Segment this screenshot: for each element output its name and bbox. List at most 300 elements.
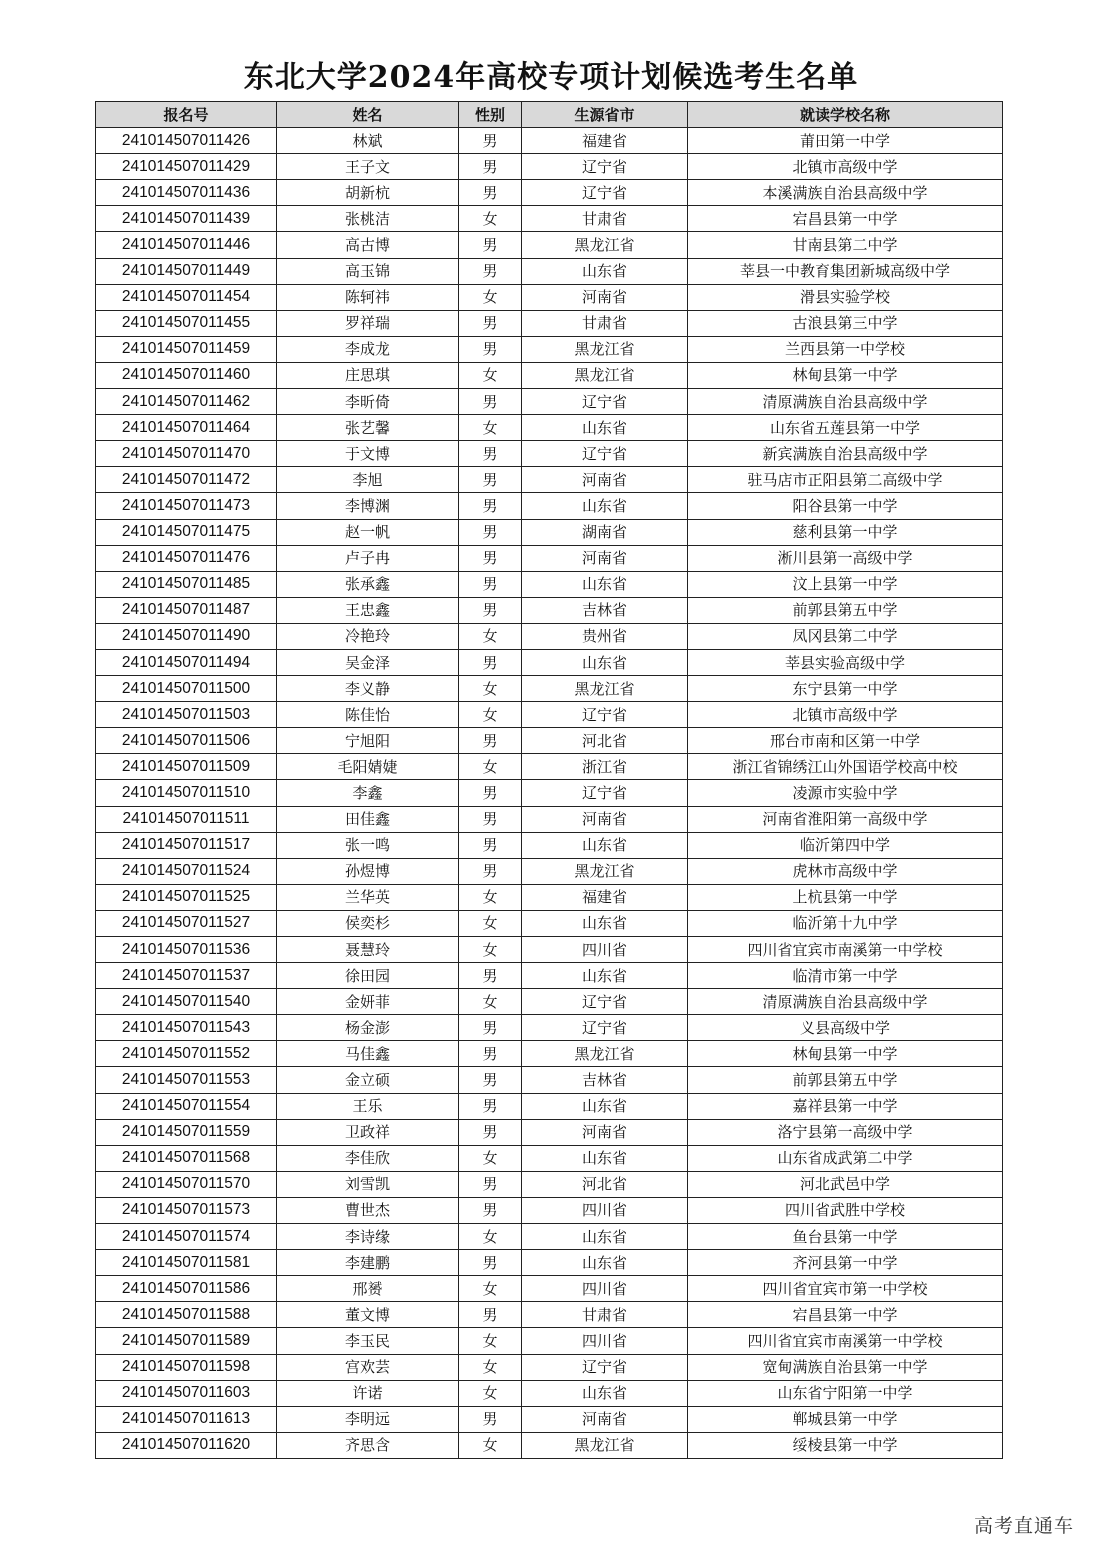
province-cell: 山东省 <box>522 1093 688 1119</box>
school-name-cell: 四川省武胜中学校 <box>688 1197 1003 1223</box>
province-cell: 辽宁省 <box>522 1354 688 1380</box>
registration-number-cell: 241014507011470 <box>96 441 277 467</box>
registration-number-cell: 241014507011553 <box>96 1067 277 1093</box>
school-name-cell: 前郭县第五中学 <box>688 1067 1003 1093</box>
student-name-cell: 吴金泽 <box>277 649 459 675</box>
province-cell: 辽宁省 <box>522 702 688 728</box>
province-cell: 吉林省 <box>522 1067 688 1093</box>
province-cell: 河北省 <box>522 728 688 754</box>
gender-cell: 女 <box>459 415 522 441</box>
school-name-cell: 宽甸满族自治县第一中学 <box>688 1354 1003 1380</box>
registration-number-cell: 241014507011494 <box>96 649 277 675</box>
student-name-cell: 曹世杰 <box>277 1197 459 1223</box>
registration-number-cell: 241014507011620 <box>96 1432 277 1458</box>
registration-number-cell: 241014507011500 <box>96 676 277 702</box>
student-name-cell: 金妍菲 <box>277 989 459 1015</box>
registration-number-cell: 241014507011506 <box>96 728 277 754</box>
school-name-cell: 鱼台县第一中学 <box>688 1224 1003 1250</box>
table-row <box>96 676 1003 702</box>
table-row <box>96 519 1003 545</box>
gender-cell: 男 <box>459 467 522 493</box>
table-row <box>96 780 1003 806</box>
table-row <box>96 702 1003 728</box>
gender-cell: 男 <box>459 1067 522 1093</box>
school-name-cell: 林甸县第一中学 <box>688 362 1003 388</box>
gender-cell: 男 <box>459 806 522 832</box>
school-name-cell: 山东省成武第二中学 <box>688 1145 1003 1171</box>
gender-cell: 女 <box>459 910 522 936</box>
school-name-cell: 洛宁县第一高级中学 <box>688 1119 1003 1145</box>
gender-cell: 男 <box>459 154 522 180</box>
gender-cell: 男 <box>459 493 522 519</box>
province-cell: 辽宁省 <box>522 180 688 206</box>
province-cell: 黑龙江省 <box>522 1041 688 1067</box>
student-name-cell: 齐思含 <box>277 1432 459 1458</box>
province-cell: 河北省 <box>522 1171 688 1197</box>
school-name-cell: 临沂第四中学 <box>688 832 1003 858</box>
registration-number-cell: 241014507011473 <box>96 493 277 519</box>
registration-number-cell: 241014507011559 <box>96 1119 277 1145</box>
registration-number-cell: 241014507011464 <box>96 415 277 441</box>
registration-number-cell: 241014507011454 <box>96 284 277 310</box>
province-cell: 黑龙江省 <box>522 1432 688 1458</box>
student-name-cell: 董文博 <box>277 1302 459 1328</box>
student-name-cell: 高古博 <box>277 232 459 258</box>
school-name-cell: 莘县一中教育集团新城高级中学 <box>688 258 1003 284</box>
student-name-cell: 陈轲祎 <box>277 284 459 310</box>
student-name-cell: 赵一帆 <box>277 519 459 545</box>
registration-number-cell: 241014507011581 <box>96 1250 277 1276</box>
registration-number-cell: 241014507011462 <box>96 389 277 415</box>
province-cell: 山东省 <box>522 1145 688 1171</box>
registration-number-cell: 241014507011429 <box>96 154 277 180</box>
registration-number-cell: 241014507011485 <box>96 571 277 597</box>
table-row <box>96 623 1003 649</box>
school-name-cell: 齐河县第一中学 <box>688 1250 1003 1276</box>
school-name-cell: 莘县实验高级中学 <box>688 649 1003 675</box>
school-name-cell: 凌源市实验中学 <box>688 780 1003 806</box>
student-name-cell: 刘雪凯 <box>277 1171 459 1197</box>
table-row <box>96 1432 1003 1458</box>
student-name-cell: 李义静 <box>277 676 459 702</box>
student-name-cell: 田佳鑫 <box>277 806 459 832</box>
student-name-cell: 陈佳怡 <box>277 702 459 728</box>
registration-number-cell: 241014507011517 <box>96 832 277 858</box>
province-cell: 辽宁省 <box>522 989 688 1015</box>
school-name-cell: 兰西县第一中学校 <box>688 336 1003 362</box>
gender-cell: 女 <box>459 284 522 310</box>
registration-number-cell: 241014507011570 <box>96 1171 277 1197</box>
province-cell: 山东省 <box>522 832 688 858</box>
table-row <box>96 1041 1003 1067</box>
table-row <box>96 728 1003 754</box>
registration-number-cell: 241014507011573 <box>96 1197 277 1223</box>
province-cell: 甘肃省 <box>522 206 688 232</box>
gender-cell: 男 <box>459 649 522 675</box>
school-name-cell: 莆田第一中学 <box>688 128 1003 154</box>
table-row <box>96 963 1003 989</box>
school-name-cell: 河南省淮阳第一高级中学 <box>688 806 1003 832</box>
table-row <box>96 571 1003 597</box>
registration-number-cell: 241014507011510 <box>96 780 277 806</box>
province-cell: 河南省 <box>522 545 688 571</box>
gender-cell: 男 <box>459 1406 522 1432</box>
school-name-cell: 宕昌县第一中学 <box>688 1302 1003 1328</box>
student-name-cell: 于文博 <box>277 441 459 467</box>
school-name-cell: 甘南县第二中学 <box>688 232 1003 258</box>
gender-cell: 男 <box>459 1041 522 1067</box>
gender-cell: 女 <box>459 937 522 963</box>
student-name-cell: 冷艳玲 <box>277 623 459 649</box>
table-row <box>96 336 1003 362</box>
school-name-cell: 阳谷县第一中学 <box>688 493 1003 519</box>
gender-cell: 男 <box>459 1250 522 1276</box>
table-row <box>96 1354 1003 1380</box>
gender-cell: 女 <box>459 884 522 910</box>
table-row <box>96 545 1003 571</box>
student-name-cell: 李成龙 <box>277 336 459 362</box>
student-name-cell: 邢赟 <box>277 1276 459 1302</box>
school-name-cell: 前郭县第五中学 <box>688 597 1003 623</box>
student-name-cell: 卢子冉 <box>277 545 459 571</box>
student-name-cell: 许诺 <box>277 1380 459 1406</box>
student-name-cell: 李明远 <box>277 1406 459 1432</box>
gender-cell: 男 <box>459 1197 522 1223</box>
student-name-cell: 李诗缘 <box>277 1224 459 1250</box>
school-name-cell: 清原满族自治县高级中学 <box>688 389 1003 415</box>
table-row <box>96 649 1003 675</box>
column-header-province: 生源省市 <box>522 102 688 128</box>
gender-cell: 男 <box>459 232 522 258</box>
student-name-cell: 李博渊 <box>277 493 459 519</box>
province-cell: 福建省 <box>522 128 688 154</box>
registration-number-cell: 241014507011603 <box>96 1380 277 1406</box>
gender-cell: 男 <box>459 128 522 154</box>
table-row <box>96 754 1003 780</box>
gender-cell: 女 <box>459 676 522 702</box>
school-name-cell: 北镇市高级中学 <box>688 154 1003 180</box>
gender-cell: 男 <box>459 780 522 806</box>
table-row <box>96 1302 1003 1328</box>
student-name-cell: 孙煜博 <box>277 858 459 884</box>
table-row <box>96 467 1003 493</box>
gender-cell: 男 <box>459 336 522 362</box>
province-cell: 甘肃省 <box>522 310 688 336</box>
table-row <box>96 1328 1003 1354</box>
table-row <box>96 937 1003 963</box>
province-cell: 四川省 <box>522 1328 688 1354</box>
table-row <box>96 232 1003 258</box>
registration-number-cell: 241014507011527 <box>96 910 277 936</box>
province-cell: 河南省 <box>522 467 688 493</box>
student-name-cell: 李建鹏 <box>277 1250 459 1276</box>
table-row <box>96 1380 1003 1406</box>
table-row <box>96 1171 1003 1197</box>
province-cell: 河南省 <box>522 1406 688 1432</box>
gender-cell: 女 <box>459 1276 522 1302</box>
registration-number-cell: 241014507011588 <box>96 1302 277 1328</box>
table-row <box>96 441 1003 467</box>
province-cell: 山东省 <box>522 963 688 989</box>
school-name-cell: 古浪县第三中学 <box>688 310 1003 336</box>
gender-cell: 男 <box>459 1302 522 1328</box>
student-name-cell: 王乐 <box>277 1093 459 1119</box>
table-row <box>96 597 1003 623</box>
student-name-cell: 李鑫 <box>277 780 459 806</box>
school-name-cell: 邢台市南和区第一中学 <box>688 728 1003 754</box>
registration-number-cell: 241014507011503 <box>96 702 277 728</box>
gender-cell: 男 <box>459 389 522 415</box>
registration-number-cell: 241014507011574 <box>96 1224 277 1250</box>
province-cell: 福建省 <box>522 884 688 910</box>
table-row <box>96 493 1003 519</box>
gender-cell: 男 <box>459 519 522 545</box>
registration-number-cell: 241014507011568 <box>96 1145 277 1171</box>
column-header-name: 姓名 <box>277 102 459 128</box>
province-cell: 辽宁省 <box>522 389 688 415</box>
header-row <box>96 102 1003 128</box>
school-name-cell: 四川省宜宾市第一中学校 <box>688 1276 1003 1302</box>
registration-number-cell: 241014507011589 <box>96 1328 277 1354</box>
gender-cell: 男 <box>459 832 522 858</box>
gender-cell: 女 <box>459 1328 522 1354</box>
registration-number-cell: 241014507011436 <box>96 180 277 206</box>
gender-cell: 男 <box>459 258 522 284</box>
province-cell: 黑龙江省 <box>522 676 688 702</box>
student-name-cell: 王子文 <box>277 154 459 180</box>
gender-cell: 男 <box>459 597 522 623</box>
registration-number-cell: 241014507011487 <box>96 597 277 623</box>
school-name-cell: 山东省五莲县第一中学 <box>688 415 1003 441</box>
school-name-cell: 新宾满族自治县高级中学 <box>688 441 1003 467</box>
gender-cell: 女 <box>459 989 522 1015</box>
school-name-cell: 嘉祥县第一中学 <box>688 1093 1003 1119</box>
school-name-cell: 汶上县第一中学 <box>688 571 1003 597</box>
student-name-cell: 宫欢芸 <box>277 1354 459 1380</box>
registration-number-cell: 241014507011509 <box>96 754 277 780</box>
province-cell: 甘肃省 <box>522 1302 688 1328</box>
registration-number-cell: 241014507011460 <box>96 362 277 388</box>
page-title: 东北大学2024年高校专项计划候选考生名单 <box>243 60 859 95</box>
table-row <box>96 1145 1003 1171</box>
gender-cell: 男 <box>459 310 522 336</box>
province-cell: 山东省 <box>522 1250 688 1276</box>
column-header-school: 就读学校名称 <box>688 102 1003 128</box>
registration-number-cell: 241014507011536 <box>96 937 277 963</box>
province-cell: 黑龙江省 <box>522 336 688 362</box>
registration-number-cell: 241014507011540 <box>96 989 277 1015</box>
school-name-cell: 山东省宁阳第一中学 <box>688 1380 1003 1406</box>
student-name-cell: 李昕倚 <box>277 389 459 415</box>
gender-cell: 女 <box>459 1380 522 1406</box>
province-cell: 辽宁省 <box>522 154 688 180</box>
student-name-cell: 林斌 <box>277 128 459 154</box>
province-cell: 山东省 <box>522 1224 688 1250</box>
registration-number-cell: 241014507011426 <box>96 128 277 154</box>
school-name-cell: 临沂第十九中学 <box>688 910 1003 936</box>
table-row <box>96 806 1003 832</box>
registration-number-cell: 241014507011476 <box>96 545 277 571</box>
gender-cell: 男 <box>459 1119 522 1145</box>
registration-number-cell: 241014507011552 <box>96 1041 277 1067</box>
table-row <box>96 310 1003 336</box>
student-name-cell: 聂慧玲 <box>277 937 459 963</box>
province-cell: 山东省 <box>522 415 688 441</box>
school-name-cell: 淅川县第一高级中学 <box>688 545 1003 571</box>
gender-cell: 男 <box>459 963 522 989</box>
table-row <box>96 206 1003 232</box>
province-cell: 山东省 <box>522 910 688 936</box>
table-header <box>96 102 1003 128</box>
school-name-cell: 郸城县第一中学 <box>688 1406 1003 1432</box>
province-cell: 山东省 <box>522 493 688 519</box>
province-cell: 四川省 <box>522 937 688 963</box>
student-name-cell: 李旭 <box>277 467 459 493</box>
gender-cell: 女 <box>459 1354 522 1380</box>
table-row <box>96 1276 1003 1302</box>
registration-number-cell: 241014507011511 <box>96 806 277 832</box>
province-cell: 浙江省 <box>522 754 688 780</box>
column-header-registration-number: 报名号 <box>96 102 277 128</box>
registration-number-cell: 241014507011449 <box>96 258 277 284</box>
student-name-cell: 张艺馨 <box>277 415 459 441</box>
student-name-cell: 王忠鑫 <box>277 597 459 623</box>
school-name-cell: 四川省宜宾市南溪第一中学校 <box>688 1328 1003 1354</box>
registration-number-cell: 241014507011525 <box>96 884 277 910</box>
student-name-cell: 卫政祥 <box>277 1119 459 1145</box>
student-name-cell: 金立硕 <box>277 1067 459 1093</box>
gender-cell: 男 <box>459 1015 522 1041</box>
school-name-cell: 本溪满族自治县高级中学 <box>688 180 1003 206</box>
student-name-cell: 李佳欣 <box>277 1145 459 1171</box>
registration-number-cell: 241014507011455 <box>96 310 277 336</box>
province-cell: 四川省 <box>522 1276 688 1302</box>
province-cell: 山东省 <box>522 649 688 675</box>
table-row <box>96 1119 1003 1145</box>
gender-cell: 男 <box>459 1093 522 1119</box>
registration-number-cell: 241014507011586 <box>96 1276 277 1302</box>
registration-number-cell: 241014507011543 <box>96 1015 277 1041</box>
table-row <box>96 1067 1003 1093</box>
school-name-cell: 上杭县第一中学 <box>688 884 1003 910</box>
school-name-cell: 四川省宜宾市南溪第一中学校 <box>688 937 1003 963</box>
student-name-cell: 侯奕杉 <box>277 910 459 936</box>
table-row <box>96 154 1003 180</box>
student-name-cell: 毛阳婧婕 <box>277 754 459 780</box>
registration-number-cell: 241014507011613 <box>96 1406 277 1432</box>
school-name-cell: 清原满族自治县高级中学 <box>688 989 1003 1015</box>
table-row <box>96 389 1003 415</box>
student-name-cell: 李玉民 <box>277 1328 459 1354</box>
province-cell: 辽宁省 <box>522 441 688 467</box>
student-name-cell: 罗祥瑞 <box>277 310 459 336</box>
column-header-gender: 性别 <box>459 102 522 128</box>
student-name-cell: 兰华英 <box>277 884 459 910</box>
student-name-cell: 胡新杭 <box>277 180 459 206</box>
school-name-cell: 凤冈县第二中学 <box>688 623 1003 649</box>
registration-number-cell: 241014507011598 <box>96 1354 277 1380</box>
school-name-cell: 义县高级中学 <box>688 1015 1003 1041</box>
province-cell: 山东省 <box>522 571 688 597</box>
table-row <box>96 910 1003 936</box>
registration-number-cell: 241014507011537 <box>96 963 277 989</box>
registration-number-cell: 241014507011459 <box>96 336 277 362</box>
province-cell: 贵州省 <box>522 623 688 649</box>
gender-cell: 男 <box>459 858 522 884</box>
gender-cell: 女 <box>459 1224 522 1250</box>
province-cell: 黑龙江省 <box>522 232 688 258</box>
gender-cell: 男 <box>459 571 522 597</box>
gender-cell: 女 <box>459 623 522 649</box>
school-name-cell: 滑县实验学校 <box>688 284 1003 310</box>
table-row <box>96 258 1003 284</box>
school-name-cell: 宕昌县第一中学 <box>688 206 1003 232</box>
school-name-cell: 临清市第一中学 <box>688 963 1003 989</box>
gender-cell: 女 <box>459 1145 522 1171</box>
table-row <box>96 858 1003 884</box>
gender-cell: 男 <box>459 180 522 206</box>
registration-number-cell: 241014507011524 <box>96 858 277 884</box>
gender-cell: 男 <box>459 545 522 571</box>
province-cell: 山东省 <box>522 258 688 284</box>
school-name-cell: 绥棱县第一中学 <box>688 1432 1003 1458</box>
student-name-cell: 徐田园 <box>277 963 459 989</box>
table-body <box>96 128 1003 1459</box>
province-cell: 湖南省 <box>522 519 688 545</box>
table-row <box>96 1250 1003 1276</box>
student-name-cell: 杨金澎 <box>277 1015 459 1041</box>
student-name-cell: 高玉锦 <box>277 258 459 284</box>
province-cell: 山东省 <box>522 1380 688 1406</box>
table-row <box>96 1197 1003 1223</box>
province-cell: 黑龙江省 <box>522 362 688 388</box>
table-row <box>96 884 1003 910</box>
table-row <box>96 180 1003 206</box>
gender-cell: 男 <box>459 728 522 754</box>
table-row <box>96 1224 1003 1250</box>
student-name-cell: 庄思琪 <box>277 362 459 388</box>
province-cell: 辽宁省 <box>522 1015 688 1041</box>
province-cell: 河南省 <box>522 806 688 832</box>
school-name-cell: 浙江省锦绣江山外国语学校高中校 <box>688 754 1003 780</box>
gender-cell: 男 <box>459 441 522 467</box>
province-cell: 吉林省 <box>522 597 688 623</box>
province-cell: 河南省 <box>522 1119 688 1145</box>
gender-cell: 女 <box>459 1432 522 1458</box>
table-row <box>96 832 1003 858</box>
table-row <box>96 1093 1003 1119</box>
gender-cell: 女 <box>459 206 522 232</box>
school-name-cell: 东宁县第一中学 <box>688 676 1003 702</box>
table-row <box>96 284 1003 310</box>
province-cell: 辽宁省 <box>522 780 688 806</box>
province-cell: 四川省 <box>522 1197 688 1223</box>
registration-number-cell: 241014507011475 <box>96 519 277 545</box>
school-name-cell: 河北武邑中学 <box>688 1171 1003 1197</box>
table-row <box>96 989 1003 1015</box>
gender-cell: 女 <box>459 362 522 388</box>
registration-number-cell: 241014507011472 <box>96 467 277 493</box>
gender-cell: 男 <box>459 1171 522 1197</box>
school-name-cell: 北镇市高级中学 <box>688 702 1003 728</box>
province-cell: 河南省 <box>522 284 688 310</box>
gender-cell: 女 <box>459 702 522 728</box>
school-name-cell: 驻马店市正阳县第二高级中学 <box>688 467 1003 493</box>
table-row <box>96 128 1003 154</box>
province-cell: 黑龙江省 <box>522 858 688 884</box>
student-name-cell: 张承鑫 <box>277 571 459 597</box>
table-row <box>96 415 1003 441</box>
